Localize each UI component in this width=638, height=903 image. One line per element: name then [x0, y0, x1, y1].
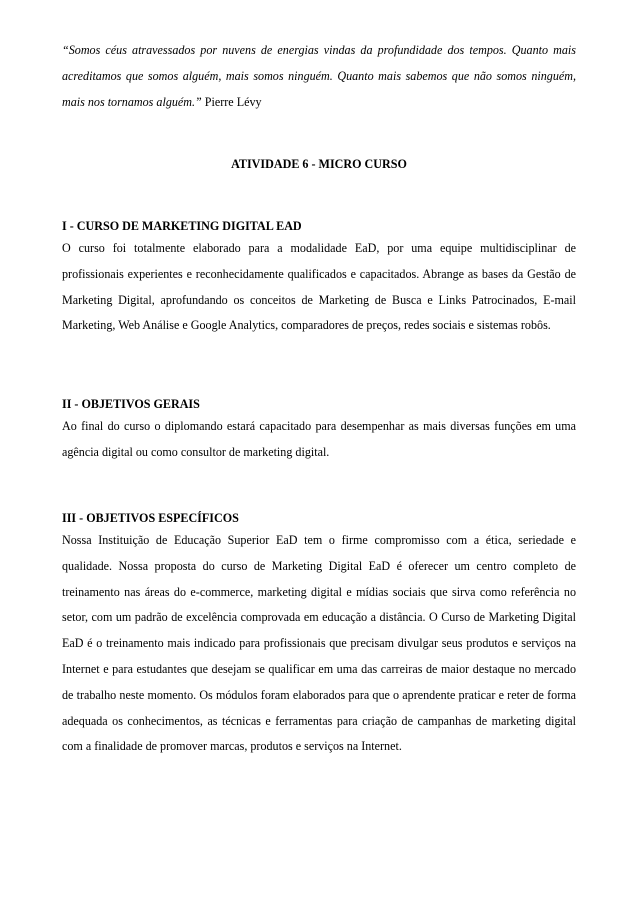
section-body: O curso foi totalmente elaborado para a modalidade EaD, por uma equipe multidisciplinar de profissionais experientes e reconhecidamente qualificados e capacitados. Abrange as bases da Gestão de Marketing Digital, aprofundando os conceitos de Marketing de Busca e Links Patrocinados, E-mail Marketing, Web Análise e Google Analytics, comparadores de preços, redes sociais e sistemas robôs. [62, 241, 576, 333]
page-content [62, 38, 576, 754]
section-heading: III - OBJETIVOS ESPECÍFICOS [62, 511, 239, 525]
section-specific-objectives [62, 508, 576, 760]
section-body: Nossa Instituição de Educação Superior EaD tem o firme compromisso com a ética, seriedade e qualidade. Nossa proposta do curso de Marketing Digital EaD é oferecer um centro completo de treinamento nas áreas do e-commerce, marketing digital e mídias sociais que sirva como referência no setor, com um padrão de excelência comprovada em educação a distância. O Curso de Marketing Digital EaD é o treinamento mais indicado para profissionais que precisam divulgar seus produtos e serviços na Internet e para estudantes que desejam se qualificar em uma das carreiras de maior destaque no mercado de trabalho neste momento. Os módulos foram elaborados para que o aprendente praticar e reter de forma adequada os conhecimentos, as técnicas e ferramentas para criação de campanhas de marketing digital com a finalidade de promover marcas, produtos e serviços na Internet. [62, 533, 576, 754]
section-heading: II - OBJETIVOS GERAIS [62, 397, 200, 411]
section-course [62, 216, 576, 339]
section-heading: I - CURSO DE MARKETING DIGITAL EAD [62, 219, 302, 233]
section-general-objectives [62, 394, 576, 466]
epigraph [62, 38, 576, 115]
section-body: Ao final do curso o diplomando estará capacitado para desempenhar as mais diversas funções em uma agência digital ou como consultor de marketing digital. [62, 419, 576, 459]
epigraph-quote: “Somos céus atravessados por nuvens de energias vindas da profundidade dos tempos. Quanto mais acreditamos que somos alguém, mais somos ninguém. Quanto mais sabemos que não somos ninguém, mais nos tornamos alguém.” [62, 43, 576, 109]
activity-title: ATIVIDADE 6 - MICRO CURSO [231, 157, 407, 171]
epigraph-author: Pierre Lévy [204, 94, 262, 109]
